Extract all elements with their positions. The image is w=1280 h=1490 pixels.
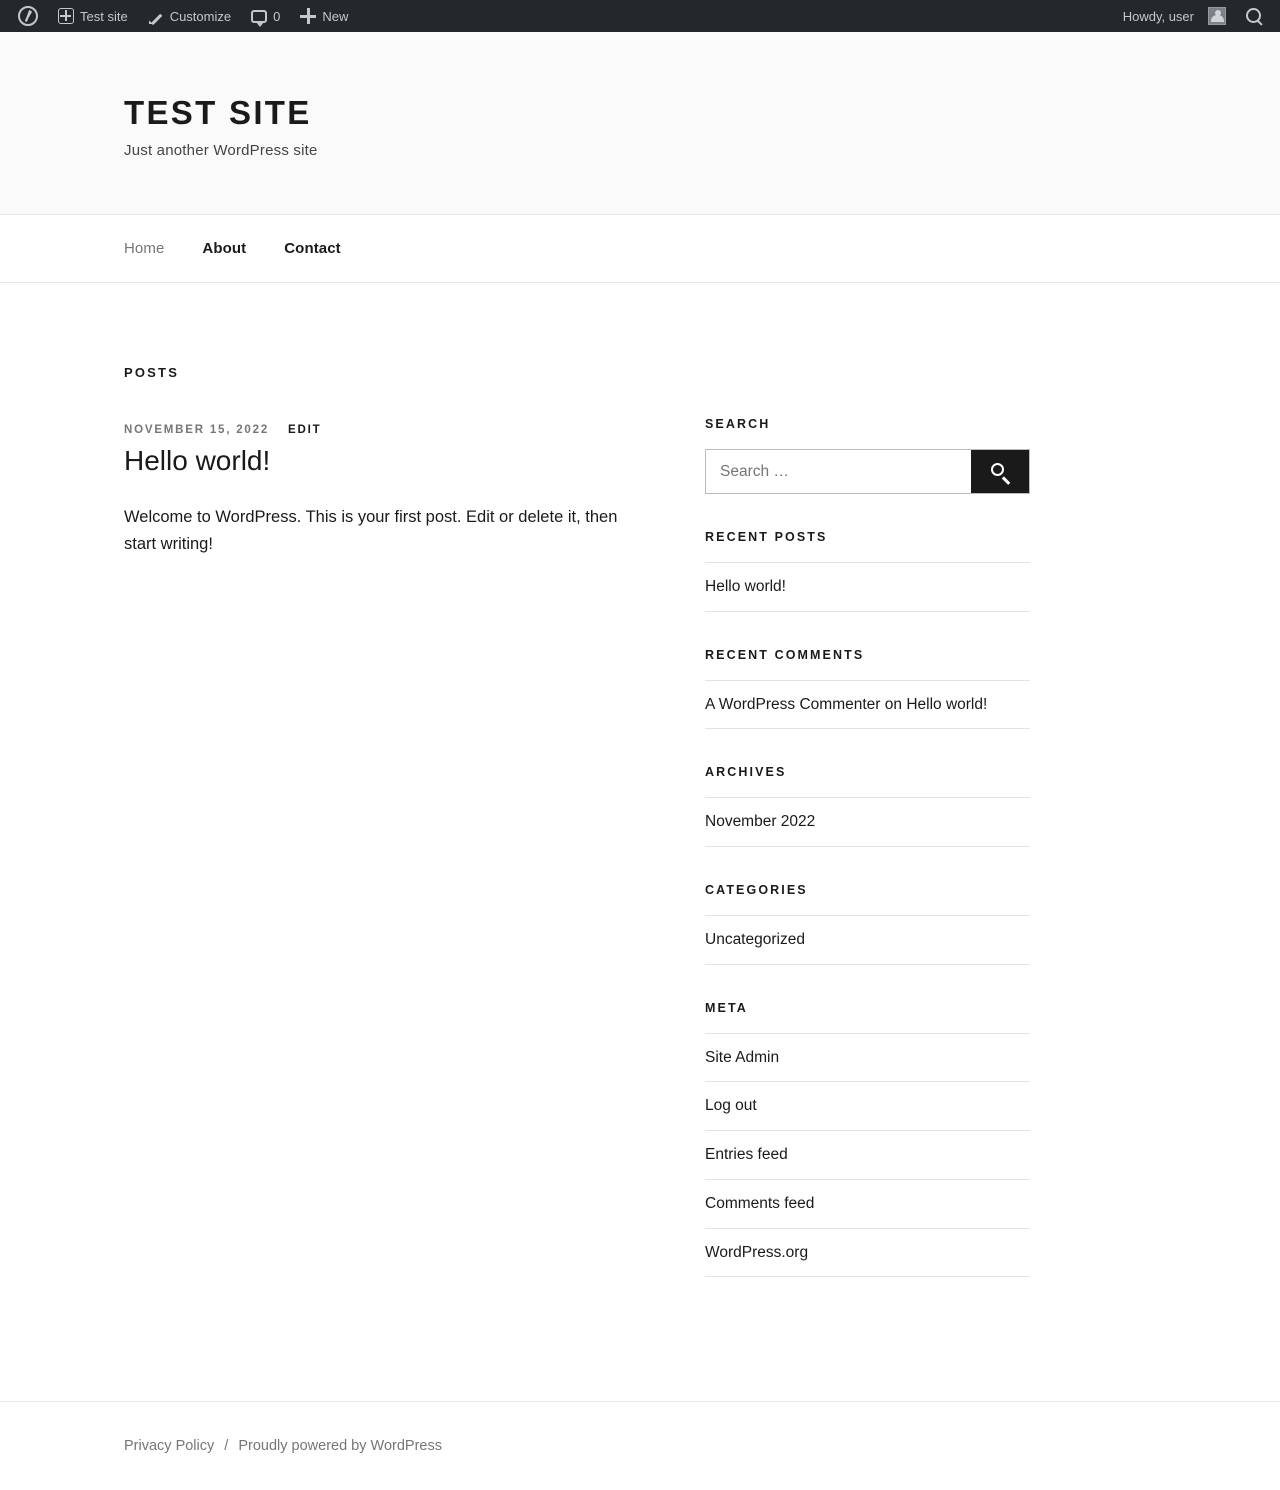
admin-bar — [0, 0, 1280, 32]
comment-icon — [251, 10, 267, 23]
site-footer-inner — [90, 1438, 1190, 1454]
site-icon — [58, 8, 74, 24]
list-item — [705, 680, 1030, 730]
post-body-text: Welcome to WordPress. This is your first post. Edit or delete it, then start writing! — [124, 507, 618, 553]
category-link[interactable]: Uncategorized — [705, 931, 805, 949]
site-title[interactable]: TEST SITE — [124, 94, 312, 131]
widget-search-title: SEARCH — [705, 417, 771, 431]
widget-archives-title: ARCHIVES — [705, 765, 787, 780]
wordpress-credit-link[interactable]: Proudly powered by WordPress — [238, 1438, 442, 1455]
primary-navigation — [0, 215, 1280, 283]
search-submit-button[interactable] — [971, 450, 1029, 493]
howdy-label: Howdy, user — [1122, 8, 1194, 24]
admin-bar-comments[interactable] — [241, 0, 290, 32]
post-title[interactable]: Hello world! — [124, 445, 271, 476]
search-input[interactable] — [706, 450, 971, 493]
site-header — [0, 32, 1280, 215]
widget-search — [705, 417, 1030, 494]
comment-on-label: on — [884, 695, 902, 713]
meta-link-entries-feed[interactable]: Entries feed — [705, 1146, 788, 1164]
recent-post-link[interactable]: Hello world! — [705, 578, 786, 595]
widget-meta-title: META — [705, 1000, 748, 1015]
wordpress-logo-icon — [18, 6, 38, 26]
post-date-link[interactable]: NOVEMBER 15, 2022 — [124, 424, 270, 436]
widget-categories-title: CATEGORIES — [705, 883, 808, 898]
meta-link-site-admin[interactable]: Site Admin — [705, 1048, 780, 1066]
meta-link-wordpress-org[interactable]: WordPress.org — [705, 1243, 809, 1261]
list-item — [705, 1082, 1030, 1131]
admin-bar-customize[interactable] — [138, 0, 241, 32]
list-item — [705, 1180, 1030, 1229]
widget-recent-posts-title: RECENT POSTS — [705, 530, 828, 544]
admin-bar-new-content[interactable] — [290, 0, 358, 32]
admin-bar-my-account[interactable] — [1113, 0, 1236, 32]
meta-link-log-out[interactable]: Log out — [705, 1097, 757, 1115]
comment-post-link[interactable]: Hello world! — [906, 695, 988, 713]
post-article — [124, 424, 647, 558]
nav-item-about[interactable]: About — [202, 240, 247, 257]
search-icon[interactable] — [1244, 6, 1264, 26]
list-item — [705, 1131, 1030, 1180]
page-title: POSTS — [124, 365, 180, 380]
list-item — [705, 915, 1030, 965]
search-icon — [991, 463, 1004, 476]
comment-author-link[interactable]: A WordPress Commenter — [705, 695, 881, 713]
admin-bar-comments-count: 0 — [273, 8, 281, 24]
post-content — [124, 504, 647, 558]
post-edit-link[interactable]: EDIT — [288, 424, 322, 436]
entry-meta — [124, 424, 647, 436]
archives-list — [705, 797, 1030, 847]
widget-recent-posts — [705, 530, 1030, 612]
primary-navigation-inner — [90, 215, 1190, 282]
admin-bar-site-name-label: Test site — [80, 8, 128, 24]
widget-categories — [705, 883, 1030, 965]
admin-bar-right — [1113, 0, 1272, 32]
admin-bar-site-name[interactable] — [48, 0, 138, 32]
list-item — [705, 562, 1030, 612]
recent-comments-list — [705, 680, 1030, 730]
admin-bar-customize-label: Customize — [169, 8, 232, 24]
archive-link[interactable]: November 2022 — [705, 813, 816, 831]
wordpress-logo-menu[interactable] — [8, 0, 48, 32]
widget-recent-comments-title: RECENT COMMENTS — [705, 647, 865, 662]
categories-list — [705, 915, 1030, 965]
pencil-icon — [148, 8, 164, 24]
main-content — [124, 365, 647, 558]
list-item — [705, 1033, 1030, 1083]
plus-icon — [300, 8, 316, 24]
site-header-inner — [90, 94, 1190, 159]
footer-separator: / — [224, 1438, 229, 1455]
list-item — [705, 1229, 1030, 1278]
privacy-policy-link[interactable]: Privacy Policy — [124, 1438, 215, 1455]
avatar — [1208, 7, 1226, 25]
sidebar — [705, 365, 1030, 1313]
widget-archives — [705, 765, 1030, 847]
search-form — [705, 449, 1030, 494]
admin-bar-new-label: New — [322, 8, 349, 24]
list-item — [705, 797, 1030, 847]
meta-list — [705, 1033, 1030, 1277]
content-area — [90, 283, 1190, 1313]
meta-link-comments-feed[interactable]: Comments feed — [705, 1194, 815, 1212]
nav-item-contact[interactable]: Contact — [284, 240, 341, 257]
widget-recent-comments — [705, 648, 1030, 730]
site-description: Just another WordPress site — [124, 142, 318, 159]
widget-meta — [705, 1001, 1030, 1277]
site-footer — [0, 1401, 1280, 1490]
nav-item-home[interactable]: Home — [124, 240, 165, 257]
recent-posts-list — [705, 562, 1030, 612]
